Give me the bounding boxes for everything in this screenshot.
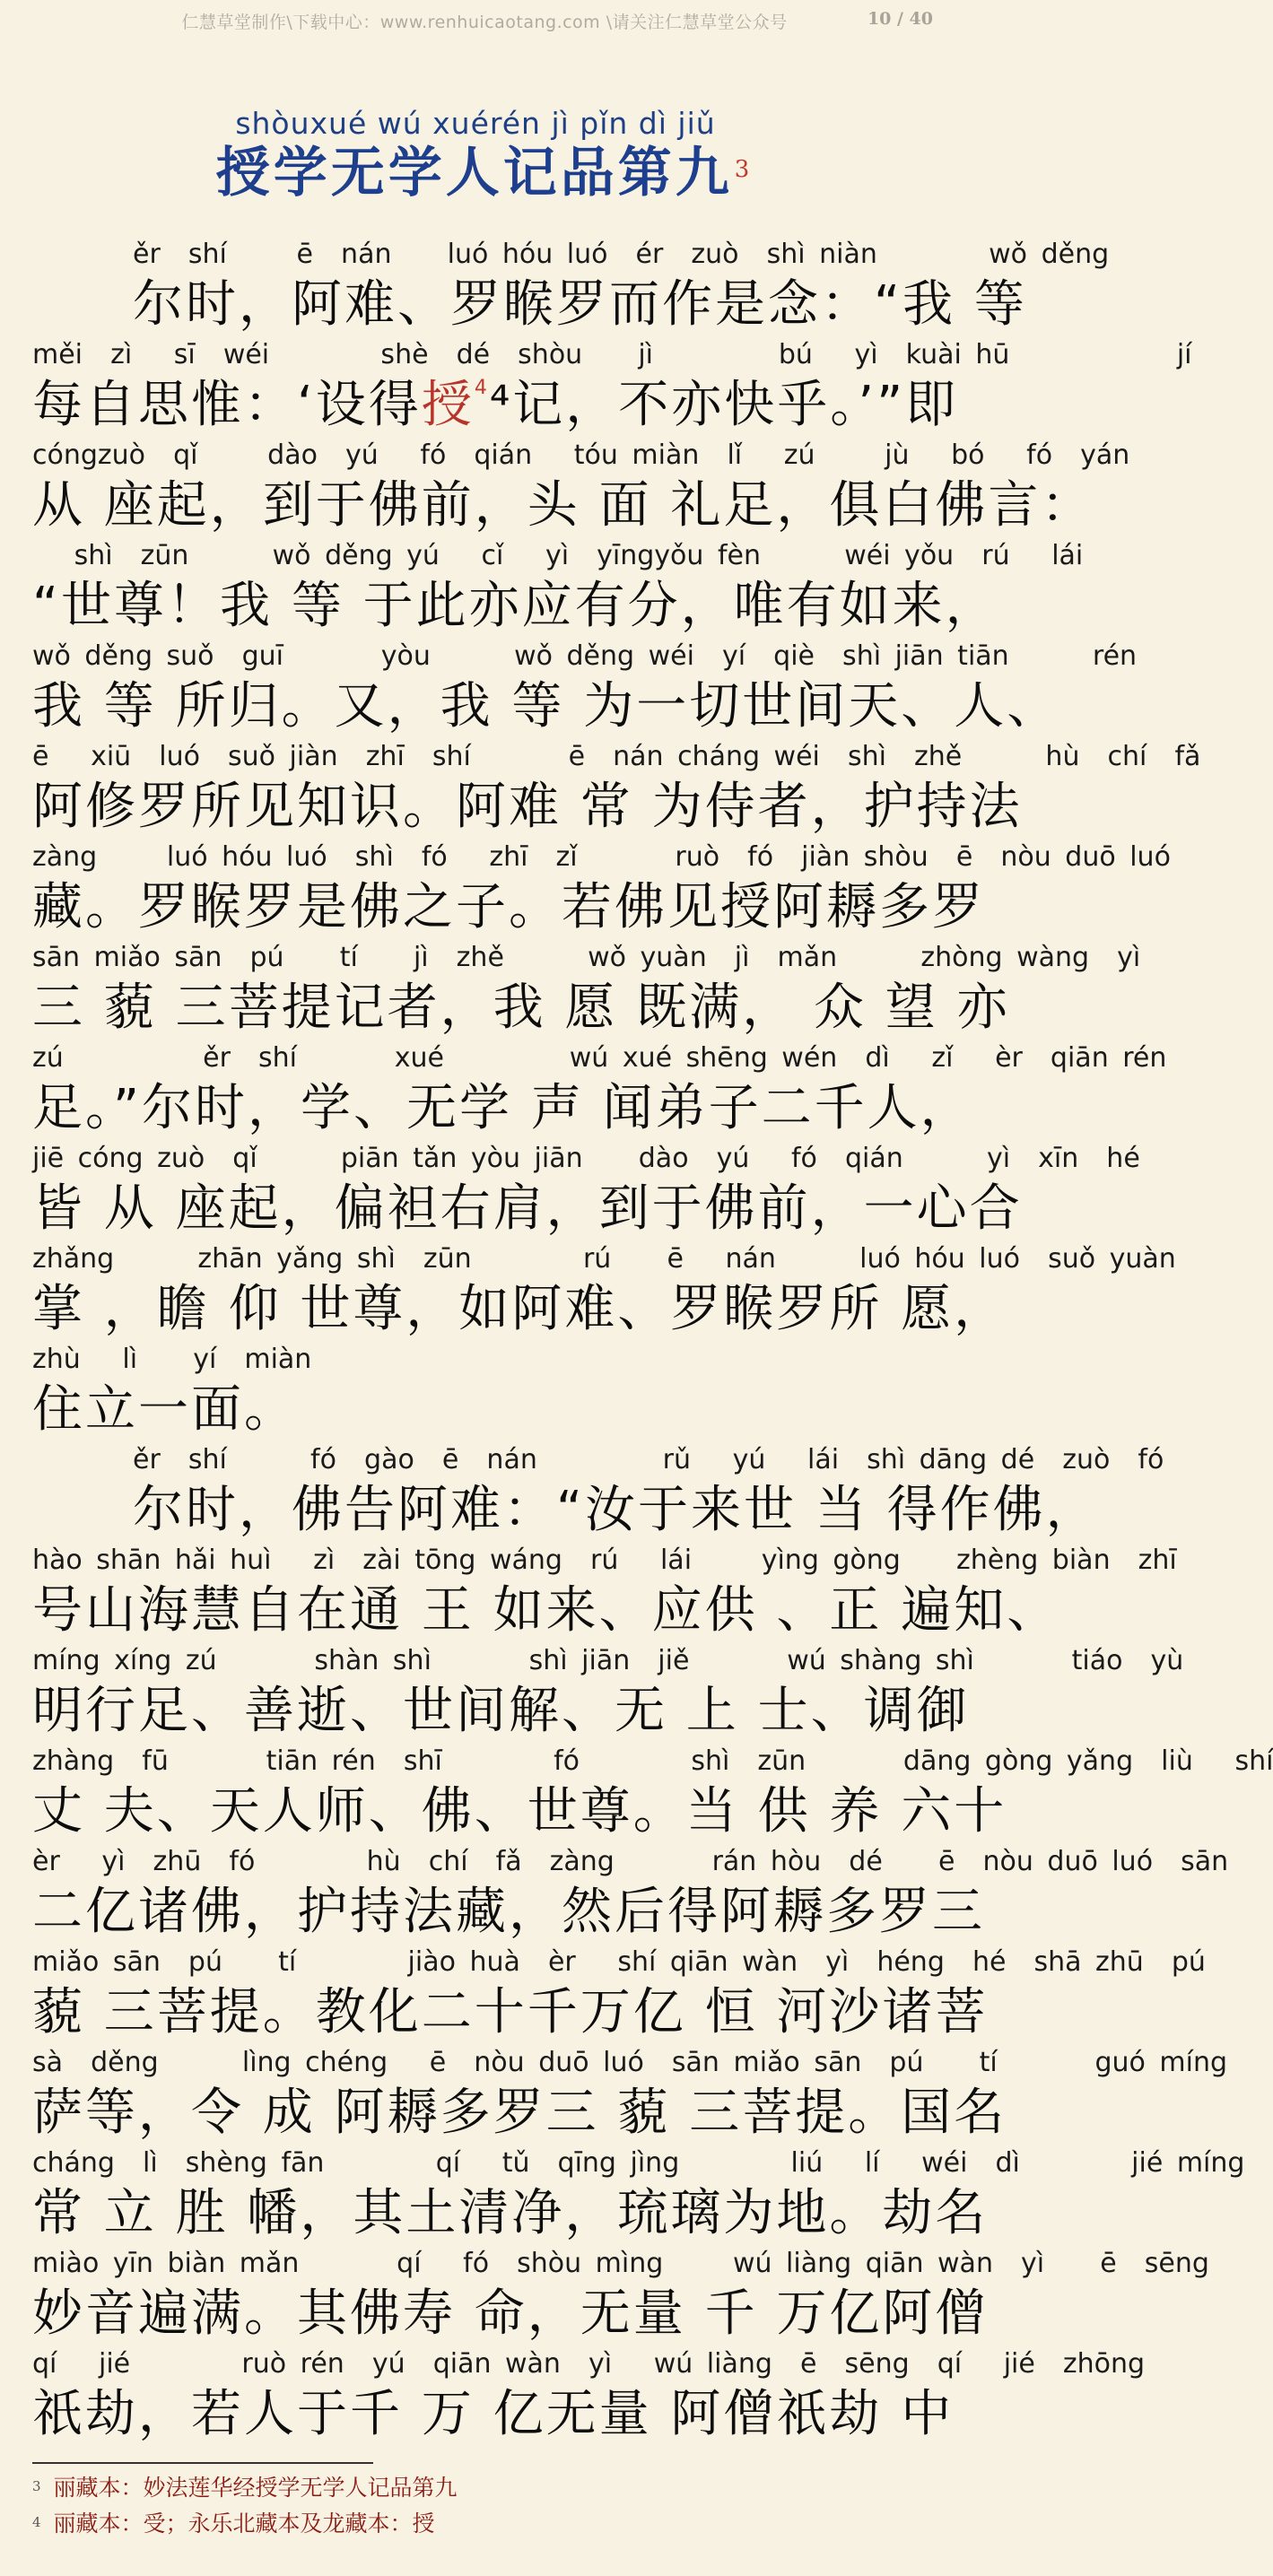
text-line <box>32 838 1171 938</box>
chinese-line: 皆 从 座起，偏袒右肩，到于佛前，一心合 <box>32 1179 1023 1238</box>
chinese-line: 从 座起，到于佛前，头 面 礼足，俱白佛言： <box>32 476 1094 535</box>
chinese-line: 足。”尔时，学、无学 声 闻弟子二千人， <box>32 1079 973 1137</box>
text-line <box>32 436 1130 536</box>
chinese-line: 藏。罗睺罗是佛之子。若佛见授阿耨多罗 <box>32 878 985 936</box>
scripture-body <box>32 235 1273 2445</box>
footnote-text: 丽藏本：妙法莲华经授学无学人记品第九 <box>53 2475 458 2501</box>
chinese-line: 萨等，令 成 阿耨多罗三 藐 三菩提。国名 <box>32 2084 1007 2142</box>
pinyin-line: ē xiū luó suǒ jiàn zhī shí ē nán cháng wéi shì zhě hù chí fǎ <box>32 741 1201 772</box>
chinese-line: 丈 夫、天人师、佛、世尊。当 供 养 六十 <box>32 1782 1007 1841</box>
pinyin-line: zhù lì yí miàn <box>32 1344 312 1375</box>
chinese-line: 掌 ，瞻 仰 世尊，如阿难、罗睺罗所 愿， <box>32 1280 1007 1338</box>
text-line <box>32 737 1201 838</box>
text-line <box>32 536 1084 637</box>
header-text: 仁慧草堂制作\下载中心：www.renhuicaotang.com \请关注仁慧草堂公众号 <box>181 13 788 32</box>
pinyin-line: zàng luó hóu luó shì fó zhī zǐ ruò fó jiàn shòu ē nòu duō luó <box>32 841 1171 873</box>
text-line <box>32 1340 937 1440</box>
chinese-line: 明行足、善逝、世间解、无 上 士、调御 <box>32 1682 970 1740</box>
chinese-line: 阿修罗所见知识。阿难 常 为侍者，护持法 <box>32 778 1023 836</box>
title-pinyin: shòuxué wú xuérén jì pǐn dì jiǔ <box>235 106 716 141</box>
pinyin-line: cóngzuò qǐ dào yú fó qián tóu miàn lǐ zú jù bó fó yán <box>32 439 1130 471</box>
pinyin-line: sà děng lìng chéng ē nòu duō luó sān miǎo sān pú tí guó míng <box>32 2047 1228 2078</box>
chinese-line: 二亿诸佛，护持法藏，然后得阿耨多罗三 <box>32 1883 985 1941</box>
text-line <box>32 1641 1184 1742</box>
pinyin-line: qí jié ruò rén yú qiān wàn yì wú liàng ē sēng qí jié zhōng <box>32 2348 1146 2380</box>
text-line <box>32 1943 1206 2043</box>
pinyin-line: wǒ děng suǒ guī yòu wǒ děng wéi yí qiè shì jiān tiān rén <box>32 640 1138 672</box>
text-line <box>32 1240 1176 1340</box>
chapter-title <box>0 142 969 205</box>
pinyin-line: cháng lì shèng fān qí tǔ qīng jìng liú lí wéi dì jié míng <box>32 2147 1245 2179</box>
text-line <box>32 2144 1245 2244</box>
footnote-number: 4 <box>32 2514 41 2530</box>
text-line <box>32 2345 1146 2445</box>
footnote-ref-4[interactable]: 4 <box>474 377 490 399</box>
chinese-line: 妙音遍满。其佛寿 命，无量 千 万亿阿僧 <box>32 2284 989 2343</box>
text-line <box>32 1742 1273 1842</box>
footnote-ref-3[interactable]: 3 <box>734 156 754 183</box>
chinese-line: 藐 三菩提。教化二十千万亿 恒 河沙诸菩 <box>32 1983 989 2041</box>
pinyin-line: zú ěr shí xué wú xué shēng wén dì zǐ èr qiān rén <box>32 1042 1167 1074</box>
text-line <box>32 1842 1229 1943</box>
chinese-line: 三 藐 三菩提记者，我 愿 既满， 众 望 亦 <box>32 979 1010 1037</box>
footnote-number: 3 <box>32 2478 41 2494</box>
chinese-segment: ⁴记，不亦快乎。’”即 <box>489 376 959 434</box>
footnote <box>32 2470 937 2506</box>
chinese-line: “世尊！我 等 于此亦应有分，唯有如来， <box>32 577 998 635</box>
pinyin-line: ěr shí ē nán luó hóu luó ér zuò shì niàn wǒ děng <box>133 239 1110 270</box>
pinyin-line: hào shān hǎi huì zì zài tōng wáng rú lái yìng gòng zhèng biàn zhī <box>32 1545 1177 1576</box>
pinyin-line: míng xíng zú shàn shì shì jiān jiě wú shàng shì tiáo yù <box>32 1645 1184 1676</box>
text-line <box>32 1139 1140 1240</box>
top-bar <box>0 0 969 41</box>
pinyin-line: ěr shí fó gào ē nán rǔ yú lái shì dāng dé zuò fó <box>133 1444 1164 1475</box>
footnotes <box>32 2470 937 2542</box>
text-line <box>32 235 1110 335</box>
pinyin-line: jiē cóng zuò qǐ piān tǎn yòu jiān dào yú fó qián yì xīn hé <box>32 1143 1140 1174</box>
pinyin-line: sān miǎo sān pú tí jì zhě wǒ yuàn jì mǎn zhòng wàng yì <box>32 942 1141 973</box>
text-line <box>32 637 1138 737</box>
text-line <box>32 938 1141 1039</box>
text-line <box>32 335 1192 436</box>
pinyin-line: měi zì sī wéi shè dé shòu jì bú yì kuài hū jí <box>32 339 1192 370</box>
chinese-line: 常 立 胜 幡，其土清净，琉璃为地。劫名 <box>32 2184 989 2242</box>
chinese-line: 尔时，佛告阿难：“汝于来世 当 得作佛， <box>133 1481 1099 1539</box>
chinese-line: 祇劫，若人于千 万 亿无量 阿僧祇劫 中 <box>32 2385 955 2443</box>
chinese-line: 尔时，阿难、罗睺罗而作是念：“我 等 <box>133 275 1027 334</box>
pinyin-line: zhàng fū tiān rén shī fó shì zūn dāng gòng yǎng liù shí <box>32 1745 1273 1777</box>
pinyin-line: shì zūn wǒ děng yú cǐ yì yīngyǒu fèn wéi yǒu rú lái <box>32 540 1084 571</box>
chinese-line: 号山海慧自在通 王 如来、应供 、正 遍知、 <box>32 1581 1060 1640</box>
chinese-line: 住立一面。 <box>32 1380 297 1439</box>
footnote <box>32 2506 937 2542</box>
pinyin-line: miǎo sān pú tí jiào huà èr shí qiān wàn yì héng hé shā zhū pú <box>32 1946 1206 1978</box>
chinese-line <box>32 375 959 436</box>
pinyin-line: èr yì zhū fó hù chí fǎ zàng rán hòu dé ē nòu duō luó sān <box>32 1846 1229 1877</box>
text-line <box>32 2244 1209 2345</box>
page-number: 10 / 40 <box>867 9 933 29</box>
text-line <box>32 1440 1164 1541</box>
chinese-line: 我 等 所归。又，我 等 为一切世间天、人、 <box>32 677 1060 735</box>
text-line <box>32 2043 1228 2144</box>
text-line <box>32 1541 1177 1641</box>
text-line <box>32 1039 1167 1139</box>
pinyin-line: miào yīn biàn mǎn qí fó shòu mìng wú liàng qiān wàn yì ē sēng <box>32 2248 1209 2279</box>
chapter-title-text: 授学无学人记品第九 <box>215 142 733 205</box>
variant-character: 授 <box>421 376 475 434</box>
pinyin-line: zhǎng zhān yǎng shì zūn rú ē nán luó hóu luó suǒ yuàn <box>32 1243 1176 1275</box>
footnote-text: 丽藏本：受；永乐北藏本及龙藏本：授 <box>53 2511 435 2537</box>
chapter-title-block <box>0 106 969 205</box>
chinese-segment: 每自思惟：‘设得 <box>32 376 422 434</box>
footnote-divider <box>32 2462 373 2464</box>
